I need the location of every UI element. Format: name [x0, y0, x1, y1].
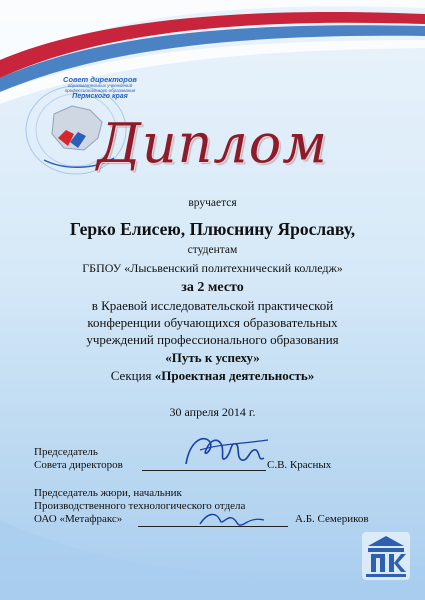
logo-line2: образовательных учреждений профессионального образования — [64, 82, 136, 93]
signer1-role-line2: Совета директоров — [34, 459, 123, 471]
conference-theme: «Путь к успеху» — [165, 350, 260, 365]
signer1-role-line1: Председатель — [34, 446, 98, 458]
place-award: за 2 место — [181, 280, 244, 295]
signer2-role-line1: Председатель жюри, начальник — [34, 487, 182, 499]
recipient-role: студентам — [187, 244, 238, 256]
signer2-role-line3: ОАО «Метафракс» — [34, 513, 123, 525]
college-name: ГБПОУ «Лысьвенский политехнический колледж» — [82, 261, 343, 275]
signer2-role-line2: Производственного технологического отдела — [34, 500, 246, 512]
signature-block-1 — [34, 446, 123, 472]
section-prefix: Секция — [110, 368, 152, 383]
pk-logo-icon — [362, 532, 410, 580]
logo-line3: Пермского края — [72, 93, 128, 101]
body-line-3: учреждений профессионального образования — [86, 332, 339, 347]
body-line-1: в Краевой исследовательской практической — [91, 298, 334, 313]
logo-line1: Совет директоров — [63, 75, 137, 84]
awarded-text: вручается — [188, 197, 237, 209]
signer1-name: С.В. Красных — [267, 459, 332, 471]
signer2-name: А.Б. Семериков — [295, 513, 369, 525]
council-logo-text — [50, 76, 150, 101]
diploma-title: Диплом — [96, 112, 329, 175]
section-name: «Проектная деятельность» — [154, 368, 315, 383]
recipient-names: Герко Елисею, Плюснину Ярославу, — [69, 219, 356, 239]
section-line — [0, 368, 425, 384]
body-line-2: конференции обучающихся образовательных — [87, 315, 338, 330]
signature-1-scribble — [180, 428, 275, 474]
signature-2-scribble — [196, 508, 268, 532]
award-date: 30 апреля 2014 г. — [169, 405, 256, 419]
